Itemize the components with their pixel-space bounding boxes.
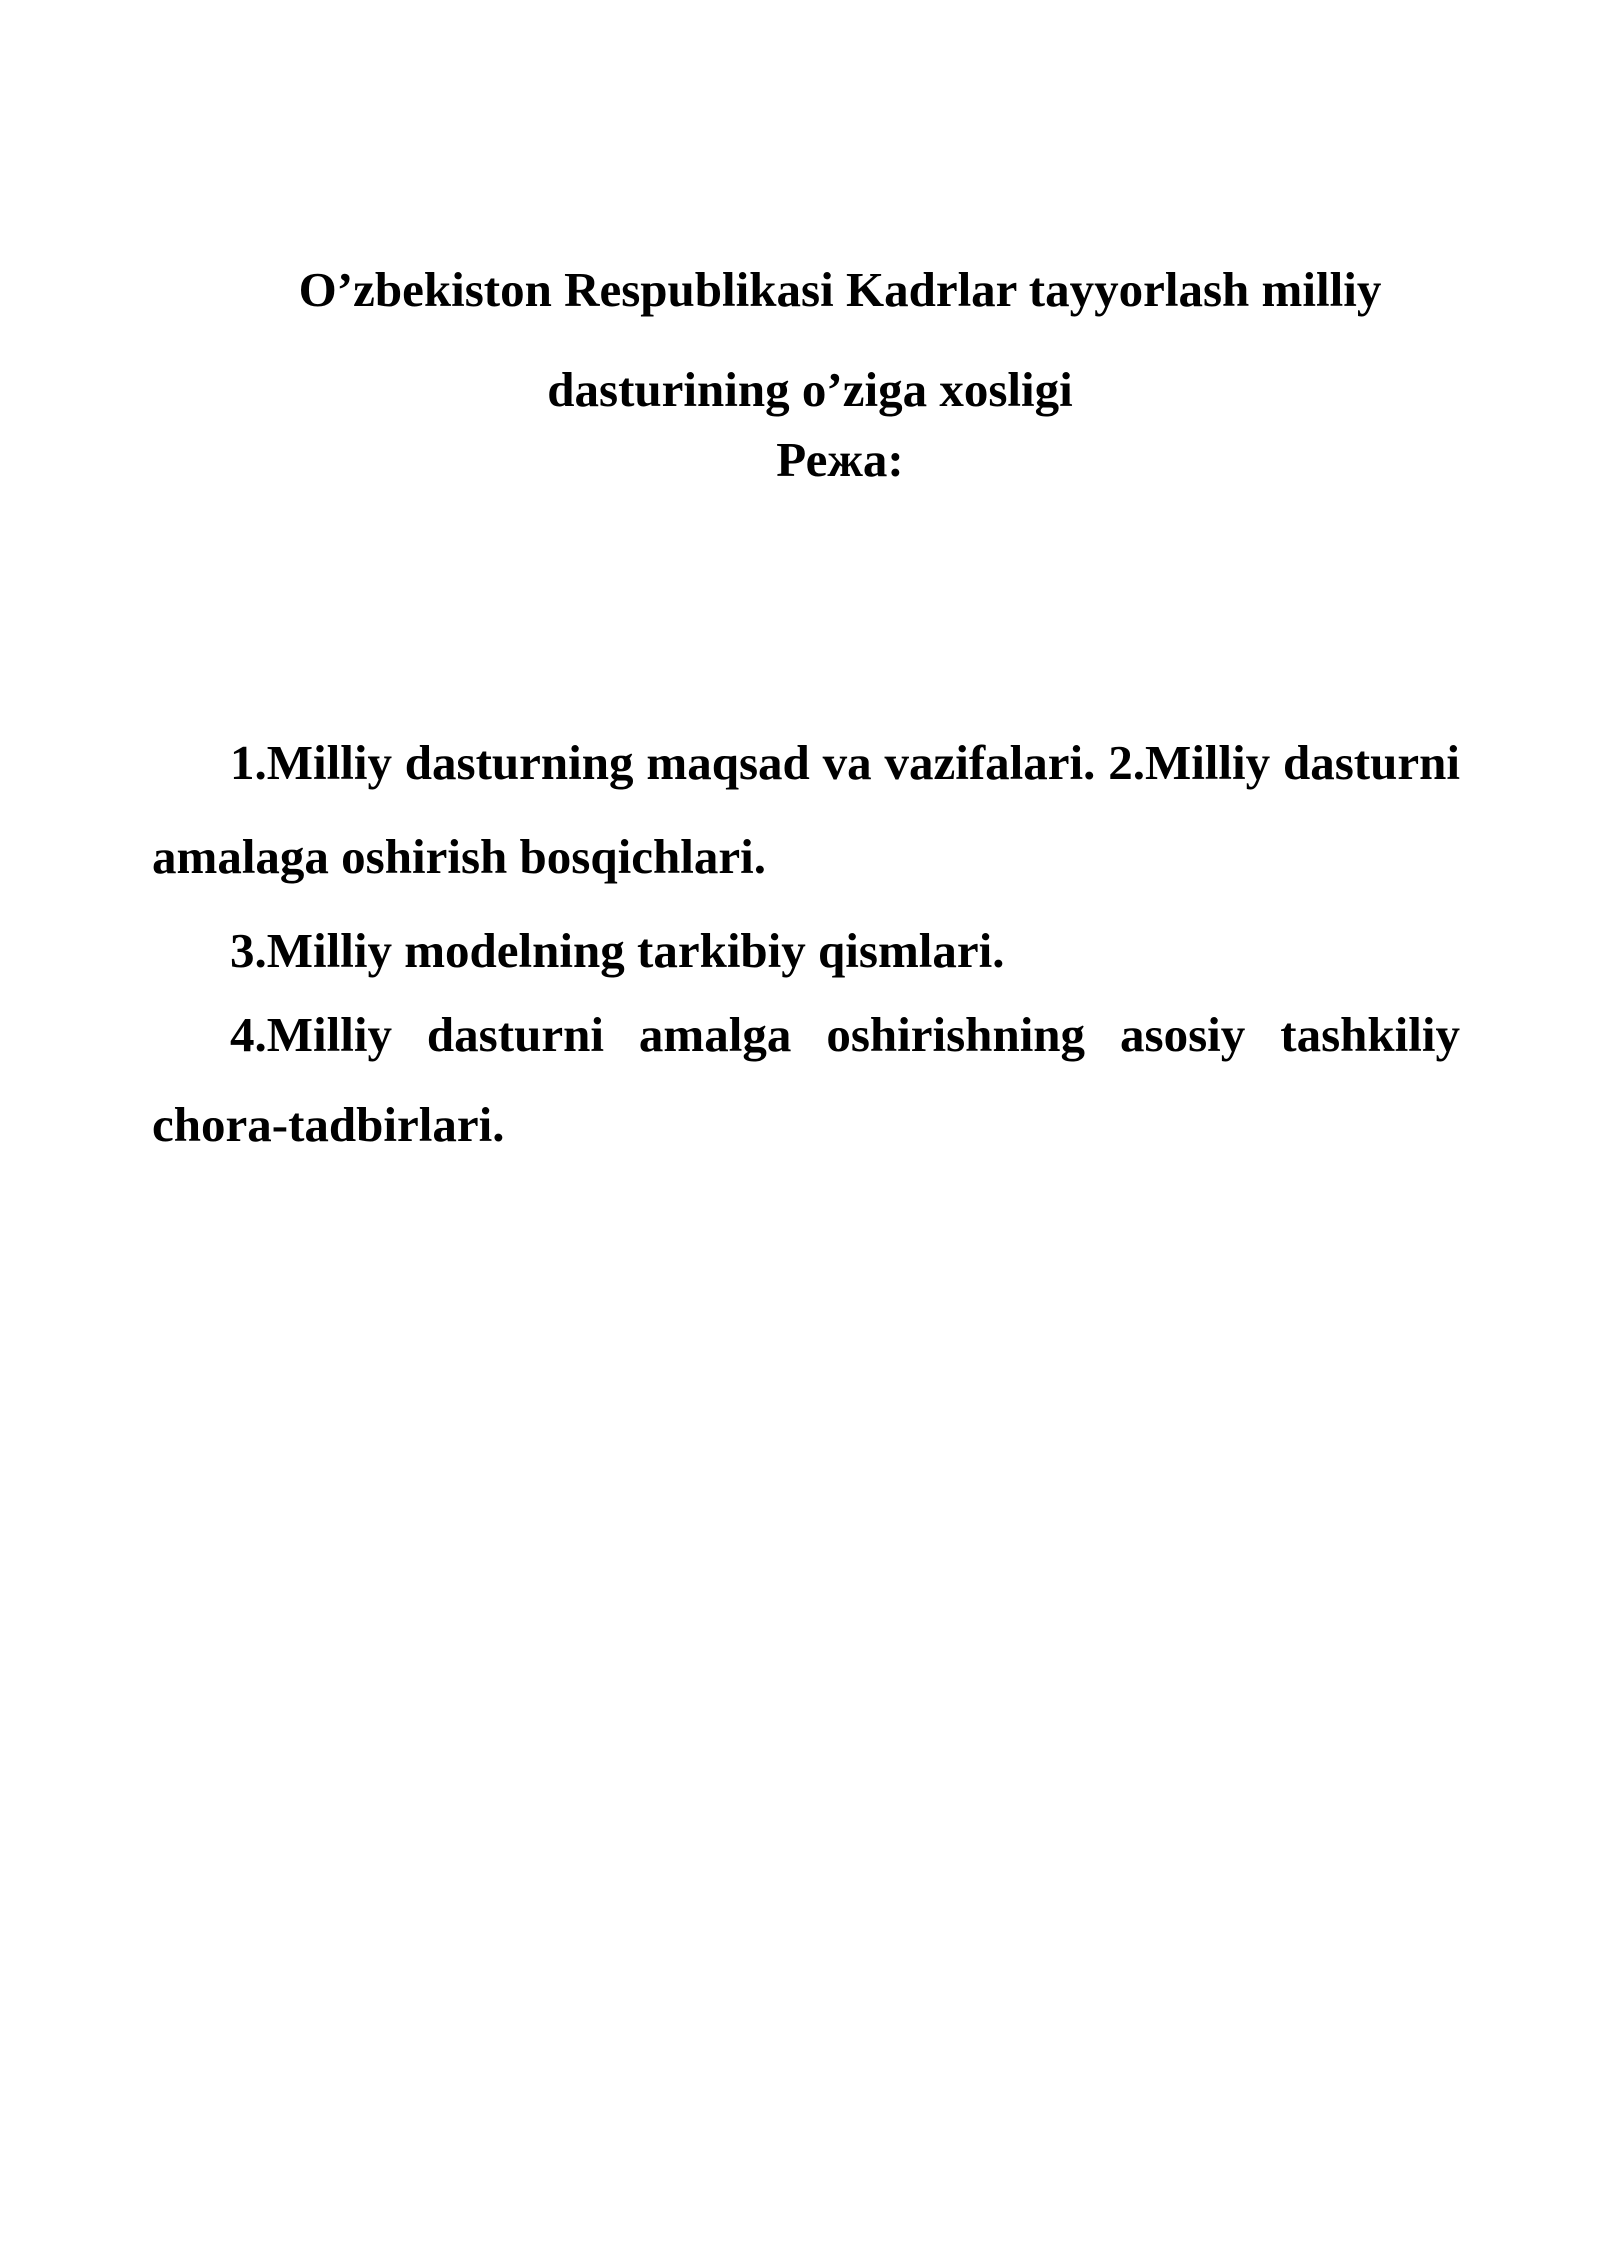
document-title-line-1: O’zbekiston Respublikasi Kadrlar tayyorlash milliy xyxy=(298,262,1382,317)
plan-item-1: 1.Milliy dasturning maqsad va vazifalari. 2.Milliy dasturni amalaga oshirish bosqichlari. xyxy=(152,735,1460,884)
plan-heading: Режа: xyxy=(776,432,904,487)
plan-item-3: 4.Milliy dasturni amalga oshirishning asosiy tashkiliy chora-tadbirlari. xyxy=(152,1007,1460,1152)
plan-item-2: 3.Milliy modelning tarkibiy qismlari. xyxy=(230,923,1005,978)
document-title xyxy=(150,240,1470,440)
document-title-line-2: dasturining o’ziga xosligi xyxy=(547,362,1073,417)
plan-list xyxy=(152,716,1460,1170)
